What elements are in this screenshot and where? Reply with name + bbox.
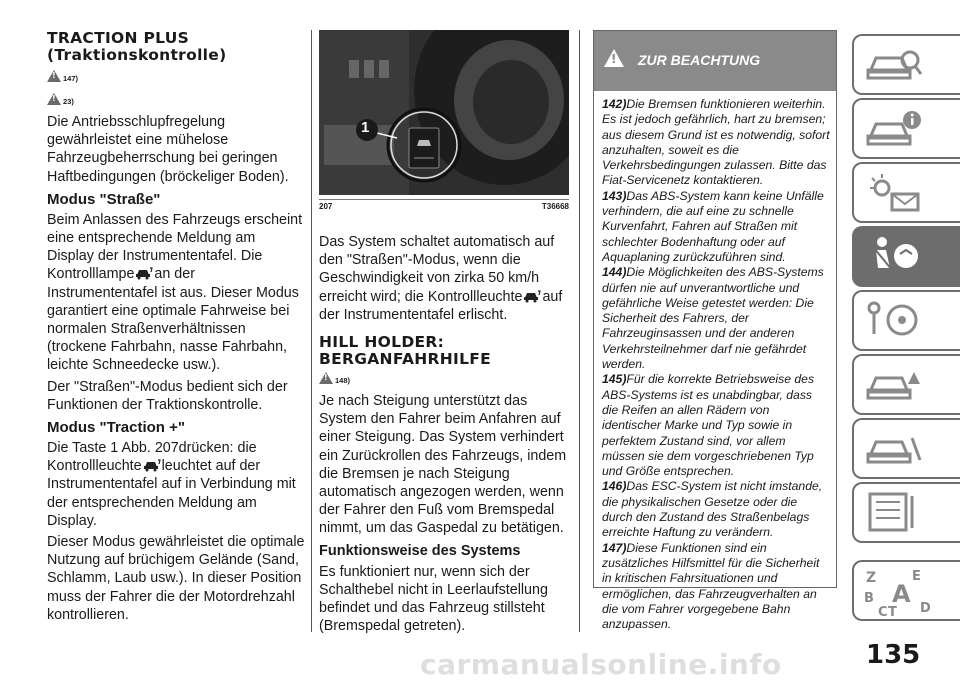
- warning-triangle-icon: [47, 70, 61, 82]
- traction-warning-light-icon: [134, 266, 154, 280]
- index-letter: B: [864, 591, 874, 606]
- hill-holder-paragraph: Je nach Steigung unterstützt das System den Fahrer beim Anfahren auf einer Steigung. Das System verhindert ein Zurückrollen des Fahrzeugs, indem die Bremsen je nach Steigung automatisch angezogen werden, wenn der Fahrer den Fuß vom Bremspedal nimmt, um das Gaspedal zu betätigen.: [319, 393, 567, 537]
- column-left: [47, 30, 305, 627]
- warning-triangle-icon: [319, 372, 333, 384]
- section-heading-traction-plus: TRACTION PLUS (Traktionskontrolle): [47, 29, 227, 64]
- figure-callout-label: 1: [361, 119, 370, 136]
- column-right: [593, 30, 837, 632]
- index-letters-icon: [864, 568, 934, 618]
- road-mode-functions-paragraph: Der "Straßen"-Modus bedient sich der Funktionen der Traktionskontrolle.: [47, 378, 288, 413]
- warning-box-title: ZUR BEACHTUNG: [638, 52, 761, 68]
- key-steering-icon: [864, 298, 924, 344]
- traction-warning-light-icon: [142, 458, 162, 472]
- warning-box-header: [594, 31, 836, 91]
- car-search-icon: [864, 42, 924, 88]
- section-heading-hill-holder: HILL HOLDER: BERGANFAHRHILFE: [319, 333, 492, 369]
- tab-car-emergency[interactable]: [852, 354, 960, 415]
- caution-ref-23[interactable]: ! 23): [47, 93, 305, 113]
- tab-index[interactable]: [852, 560, 960, 621]
- warning-item: 142)Die Bremsen funktionieren weiterhin. Es ist jedoch gefährlich, hart zu bremsen; aus diesem Grund ist es notwendig, sofort anzuhalten, soweit es die Verkehrsbedingungen zulassen. Bitte das Fiat-Servicenetz kontaktieren.: [602, 97, 830, 188]
- index-letter: T: [888, 605, 897, 618]
- steering-wheel-photo-illustration: [319, 30, 569, 195]
- figure-caption: [319, 199, 569, 211]
- warning-item: 147)Diese Funktionen sind ein zusätzliches Hilfsmittel für die Sicherheit in kritischen Fahrsituationen und ermöglichen, das Fahrzeugverhalten an die vom Fahrer vorgegebene Bahn anzupassen.: [602, 540, 820, 632]
- car-maintenance-icon: [864, 426, 924, 472]
- tab-car-search[interactable]: [852, 34, 960, 95]
- watermark: carmanualsonline.info: [420, 648, 782, 681]
- intro-paragraph: Die Antriebsschlupfregelung gewährleistet eine mühelose Fahrzeugbeherrschung bei geringen Haftbedingungen (bröckeliger Boden).: [47, 114, 289, 185]
- dashboard-photo: [319, 30, 569, 195]
- auto-switch-paragraph: Das System schaltet automatisch auf den "Straßen"-Modus, wenn die Geschwindigkeit von zirka 50 km/h erreicht wird; die Kontrollleuchte auf der Instrumententafel erlischt.: [319, 234, 563, 323]
- warning-ref-147[interactable]: ! 147): [47, 70, 305, 90]
- subheading-road-mode: Modus "Straße": [47, 190, 161, 208]
- warning-box: [593, 30, 837, 632]
- index-letter: D: [920, 601, 931, 616]
- tab-safety[interactable]: [852, 226, 960, 287]
- page-number: 135: [866, 640, 921, 670]
- figure-number: 207: [319, 202, 333, 211]
- subheading-function: Funktionsweise des Systems: [319, 542, 521, 559]
- warning-item: 144)Die Möglichkeiten des ABS-Systems dürfen nie auf unverantwortliche und gefährliche Weise getestet werden: Die Sicherheit des Fahrers, der Fahrzeuginsassen und der anderen Verkehrsteilnehmer darf nie gefährdet werden.: [602, 265, 824, 372]
- safety-airbag-icon: [864, 234, 924, 280]
- index-letter: A: [892, 580, 911, 608]
- road-mode-paragraph: Beim Anlassen des Fahrzeugs erscheint eine entsprechende Meldung am Display der Instrumententafel. Die Kontrolllampe an der Instrumententafel ist aus. Dieser Modus garantiert eine optimale Fahrweise bei normalen Straßenverhältnissen (trockene Fahrbahn, nasse Fahrbahn, leichte Schneedecke usw.).: [47, 211, 303, 374]
- car-info-icon: [864, 106, 924, 152]
- index-letter: C: [878, 605, 888, 618]
- warning-item: 143)Das ABS-System kann keine Unfälle verhindern, die auf eine zu schnelle Kurvenfahrt, Fahren auf Straßen mit schlechter Bodenhaftung oder auf Aquaplaning zurückzuführen sind.: [602, 188, 824, 264]
- caution-triangle-icon: [47, 93, 61, 105]
- column-divider: [579, 30, 580, 632]
- tab-car-maintenance[interactable]: [852, 418, 960, 479]
- warning-ref-148[interactable]: ! 148): [319, 372, 569, 392]
- tab-dashboard-lights[interactable]: [852, 162, 960, 223]
- function-paragraph: Es funktioniert nur, wenn sich der Schalthebel nicht in Leerlaufstellung befindet und das Fahrzeug stillsteht (Bremspedal getreten).: [319, 563, 548, 635]
- traction-warning-light-icon: [522, 289, 542, 303]
- index-letter: E: [912, 569, 921, 584]
- tab-key-steering[interactable]: [852, 290, 960, 351]
- tab-car-info[interactable]: [852, 98, 960, 159]
- warning-box-body: [594, 91, 836, 632]
- figure-code: T36668: [541, 202, 569, 211]
- traction-mode-usage-paragraph: Dieser Modus gewährleistet die optimale Nutzung auf brüchigem Gelände (Sand, Schlamm, Laub usw.). In dieser Position muss der Fahrer die der Motordrehzahl kontrollieren.: [47, 534, 305, 623]
- tab-checklist[interactable]: [852, 482, 960, 543]
- column-middle: [319, 30, 569, 638]
- warning-triangle-icon: [604, 49, 624, 67]
- warning-item: 145)Für die korrekte Betriebsweise des ABS-Systems ist es unabdingbar, dass die Reifen an allen Rädern von identischer Marke und Typ sowie in perfektem Zustand sind, vor allem müssen sie dem vorgeschriebenen Typ und Größe entsprechen.: [602, 372, 815, 479]
- dashboard-lights-icon: [864, 170, 924, 216]
- traction-mode-paragraph: Die Taste 1 Abb. 207drücken: die Kontrollleuchte leuchtet auf der Instrumententafel auf in Verbindung mit der entsprechenden Meldung am Display.: [47, 440, 296, 529]
- index-letter: Z: [866, 570, 877, 586]
- checklist-icon: [864, 490, 924, 536]
- warning-item: 146)Das ESC-System ist nicht imstande, die physikalischen Gesetze oder die durch den Zustand des Straßenbelags erreichte Haftung zu verändern.: [602, 479, 823, 540]
- column-divider: [311, 30, 312, 632]
- subheading-traction-mode: Modus "Traction +": [47, 419, 185, 437]
- car-emergency-icon: [864, 362, 924, 408]
